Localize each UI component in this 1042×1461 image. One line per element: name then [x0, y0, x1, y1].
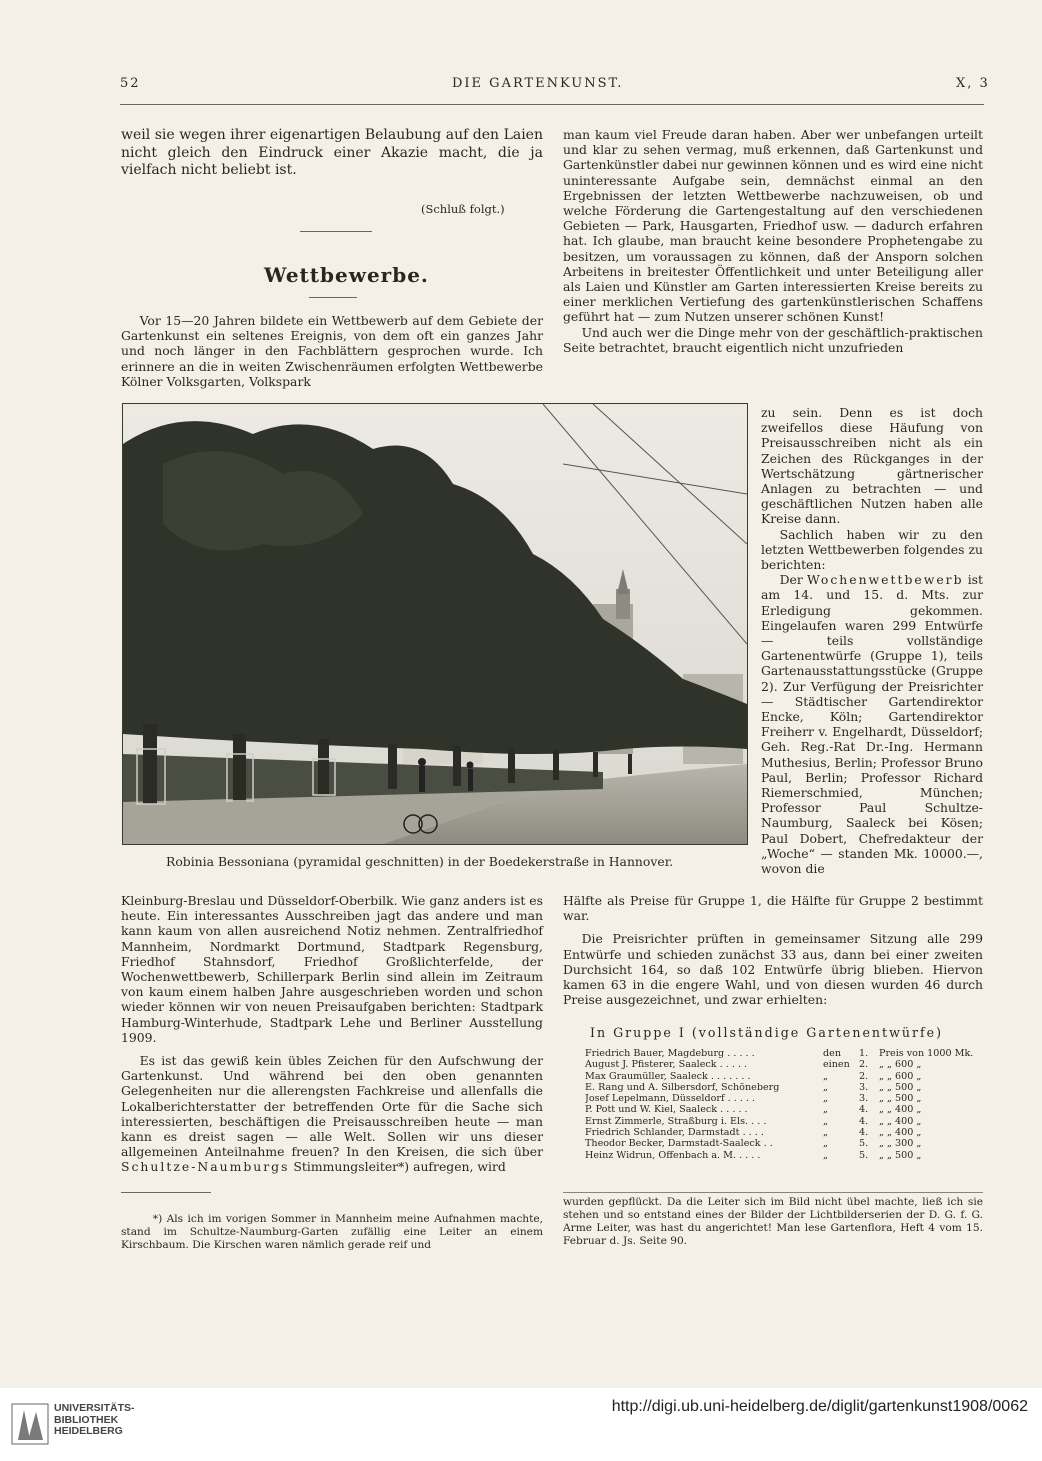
prize-place: 2. [859, 1070, 869, 1082]
lb-p2-end: Stimmungsleiter*) aufregen, wird [293, 1159, 506, 1175]
prize-amount: „ „ 500 „ [879, 1149, 922, 1161]
right-bottom-paragraph-2: Die Preisrichter prüften in gemeinsamer Sitzung alle 299 Entwürfe und schieden zunächst 33 aus, dann bei einer zweiten Durchsicht 164, so daß 102 Entwürfe übrig blieben. Hiervon kamen 63 in die engere Wahl, und von diesen wurden 46 durch Preise ausgezeichnet, und zwar erhielten: [563, 931, 983, 1008]
prize-row [585, 1071, 980, 1082]
prize-amount: „ „ 500 „ [879, 1093, 922, 1105]
side-paragraph-1: zu sein. Denn es ist doch zweifellos diese Häufung von Preisausschreiben nicht als ein Zeichen des Rückganges in der Wertschätzung gärtnerischer Anlagen zu betrachten — und geschäftlichen Nutzen haben alle Kreise dann. [761, 405, 983, 527]
section-divider [300, 231, 372, 232]
prize-amount: „ „ 400 „ [879, 1127, 922, 1139]
issue-number: X, 3 [956, 76, 990, 91]
footnote-rule-right [563, 1192, 983, 1193]
prize-amount: „ „ 600 „ [879, 1059, 922, 1071]
page-number: 52 [120, 76, 141, 91]
right-top-text [563, 127, 983, 355]
prize-article: „ [823, 1149, 828, 1161]
article-title: Wettbewerbe. [264, 263, 429, 287]
right-bottom-text [563, 893, 983, 1007]
prize-place: 4. [859, 1127, 869, 1139]
wochenwettbewerb-term: Wochenwettbewerb [806, 572, 964, 588]
continued-paragraph: weil sie wegen ihrer eigenartigen Belaubung auf den Laien nicht gleich den Eindruck einer Akazie macht, die ja vielfach nicht beliebt ist. [121, 127, 543, 178]
prize-row [585, 1116, 980, 1127]
library-line-3: HEIDELBERG [54, 1425, 123, 1437]
prize-row [585, 1059, 980, 1070]
prize-row [585, 1104, 980, 1115]
prize-row [585, 1082, 980, 1093]
right-bottom-paragraph-1: Hälfte als Preise für Gruppe 1, die Hälfte für Gruppe 2 bestimmt war. [563, 893, 983, 924]
prize-article: „ [823, 1104, 828, 1116]
prize-amount: „ „ 500 „ [879, 1081, 922, 1093]
prize-article: „ [823, 1115, 828, 1127]
library-line-2: BIBLIOTHEK [54, 1413, 119, 1426]
prize-place: 5. [859, 1149, 869, 1161]
prize-place: 4. [859, 1115, 869, 1127]
title-divider [309, 297, 357, 298]
prize-name: P. Pott und W. Kiel, Saaleck . . . . . [585, 1104, 748, 1116]
prize-article: „ [823, 1138, 828, 1150]
library-line-1: UNIVERSITÄTS- [54, 1402, 135, 1414]
prize-place: 3. [859, 1093, 869, 1105]
prize-name: Max Graumüller, Saaleck . . . . . . . [585, 1070, 751, 1082]
prize-place: 3. [859, 1081, 869, 1093]
prize-place: 4. [859, 1104, 869, 1116]
street-trees-illustration [123, 404, 747, 844]
prize-article: den [823, 1048, 841, 1059]
intro-paragraph: Vor 15—20 Jahren bildete ein Wettbewerb auf dem Gebiete der Gartenkunst ein seltenes Ereignis, von dem oft ein ganzes Jahr und noch länger in den Fachblättern gesprochen wurde. Ich erinnere an die in weiten Zwischenräumen erfolgten Wettbewerbe Kölner Volksgarten, Volkspark [121, 313, 543, 389]
prize-name: Friedrich Schlander, Darmstadt . . . . [585, 1127, 764, 1139]
prize-name: Josef Lepelmann, Düsseldorf . . . . . [585, 1093, 756, 1105]
article-intro [121, 313, 543, 389]
prize-row [585, 1138, 980, 1149]
journal-title: DIE GARTENKUNST. [452, 76, 624, 91]
library-logo-icon [10, 1402, 50, 1446]
right-paragraph-2: Und auch wer die Dinge mehr von der geschäftlich-praktischen Seite betrachtet, braucht eigentlich nicht unzufrieden [563, 324, 983, 355]
prize-name: Friedrich Bauer, Magdeburg . . . . . [585, 1048, 755, 1059]
prize-article: „ [823, 1081, 828, 1093]
lb-p2-start: Es ist das gewiß kein übles Zeichen für den Aufschwung der Gartenkunst. Und während bei den oben genannten Gelegenheiten nur die allerengsten Fachkreise und allenfalls die Lokalberichterstatter der betreffenden Orte für die Sache sich interessierten, beschäftigen die Preisausschreiben heute — man kann es dreist sagen — alle Welt. Sollen wir uns dieser allgemeinen Anteilnahme freuen? In den Kreisen, die sich über [121, 1053, 543, 1160]
prize-row [585, 1127, 980, 1138]
prize-table [585, 1048, 980, 1161]
prize-row [585, 1048, 980, 1059]
prize-place: 5. [859, 1138, 869, 1150]
prize-amount: „ „ 400 „ [879, 1115, 922, 1127]
side-p3-rest: ist am 14. und 15. d. Mts. zur Erledigung gekommen. Eingelaufen waren 299 Entwürfe — teils vollständige Gartenentwürfe (Gruppe 1), teils Gartenausstattungsstücke (Gruppe 2). Zur Verfügung der Preisrichter — Städtischer Gartendirektor Encke, Köln; Gartendirektor Freiherr v. Engelhardt, Düsseldorf; Geh. Reg.-Rat Dr.-Ing. Hermann Muthesius, Berlin; Professor Bruno Paul, Berlin; Professor Richard Riemerschmied, München; Professor Paul Schultze-Naumburg, Saaleck bei Kösen; Paul Dobert, Chefredakteur der „Woche“ — standen Mk. 10000.—, wovon die [761, 572, 984, 877]
prize-place: 1. [859, 1048, 869, 1059]
prize-article: „ [823, 1070, 828, 1082]
left-bottom-paragraph-1: Kleinburg-Breslau und Düsseldorf-Oberbilk. Wie ganz anders ist es heute. Ein interessantes Ausschreiben jagt das andere und man kann kaum von allen ausreichend Notiz nehmen. Zentralfriedhof Mannheim, Nordmarkt Dortmund, Stadtpark Regensburg, Friedhof Stahnsdorf, Friedhof Großlichterfelde, der Wochenwettbewerb, Schillerpark Berlin sind allein im Zeitraum von kaum einem halben Jahre ausgeschrieben worden und schon wieder können wir von neuen Preisaufgaben berichten: Stadtpark Hamburg-Winterhude, Stadtpark Lehe und Berliner Ausstellung 1909. [121, 893, 543, 1045]
prize-name: Ernst Zimmerle, Straßburg i. Els. . . . [585, 1115, 767, 1127]
library-name [54, 1403, 135, 1438]
footnote-left: *) Als ich im vorigen Sommer in Mannheim meine Aufnahmen machte, stand im Schultze-Naumburg-Garten zufällig eine Leiter an einem Kirschbaum. Die Kirschen waren nämlich gerade reif und [121, 1213, 543, 1251]
prize-article: „ [823, 1127, 828, 1139]
source-url[interactable]: http://digi.ub.uni-heidelberg.de/diglit/gartenkunst1908/0062 [611, 1398, 1028, 1415]
prize-amount: Preis von 1000 Mk. [879, 1048, 974, 1059]
side-column [761, 405, 983, 876]
right-paragraph-1: man kaum viel Freude daran haben. Aber wer unbefangen urteilt und klar zu sehen vermag, muß erkennen, daß Gartenkunst und Gartenkünstler dabei nur gewinnen können und es wird eine nicht uninteressante Aufgabe sein, demnächst einmal an den Ergebnissen der letzten Wettbewerbe nachzuweisen, ob und welche Förderung die Gartengestaltung auf den verschiedenen Gebieten — Park, Hausgarten, Friedhof usw. — dadurch erfahren hat. Ich glaube, man braucht keine besondere Prophetengabe zu besitzen, um voraussagen zu können, daß der Ansporn solchen Arbeitens in breitester Öffentlichkeit und unter Beteiligung aller als Laien und Künstler am Garten interessierten Kreise bereits zu einer merklichen Vertiefung des gartenkünstlerischen Schaffens geführt hat — zum Nutzen unserer schönen Kunst! [563, 127, 983, 325]
header-rule [120, 104, 984, 105]
footnote-right: wurden gepflückt. Da die Leiter sich im Bild nicht übel machte, ließ ich sie stehen und so entstand eines der Bilder der Lichtbilderserien der D. G. f. G. Arme Leiter, was hast du angerichtet! Man lese Gartenflora, Heft 4 vom 15. Februar d. Js. Seite 90. [563, 1196, 983, 1247]
prize-article: „ [823, 1093, 828, 1105]
prize-amount: „ „ 600 „ [879, 1070, 922, 1082]
prize-name: August J. Pfisterer, Saaleck . . . . . [585, 1059, 748, 1071]
left-bottom-text [121, 893, 543, 1175]
prize-article: einen [823, 1059, 850, 1071]
prize-amount: „ „ 300 „ [879, 1138, 922, 1150]
prize-row [585, 1093, 980, 1104]
side-paragraph-3 [761, 572, 983, 876]
prize-place: 2. [859, 1059, 869, 1071]
side-p3-lead: Der [779, 572, 803, 588]
photo-caption: Robinia Bessoniana (pyramidal geschnitten) in der Boedekerstraße in Hannover. [166, 854, 674, 869]
group-heading: In Gruppe I (vollständige Gartenentwürfe) [590, 1025, 944, 1040]
continuation-note: (Schluß folgt.) [421, 202, 505, 216]
photo-robinia [122, 403, 748, 845]
left-top-text [121, 127, 543, 180]
schultze-naumburgs-term: Schultze-Naumburgs [121, 1159, 290, 1175]
prize-row [585, 1150, 980, 1161]
footnote-rule-left [121, 1192, 211, 1193]
prize-name: Heinz Widrun, Offenbach a. M. . . . . [585, 1149, 761, 1161]
left-bottom-paragraph-2 [121, 1053, 543, 1175]
prize-amount: „ „ 400 „ [879, 1104, 922, 1116]
prize-name: Theodor Becker, Darmstadt-Saaleck . . [585, 1138, 773, 1150]
side-paragraph-2: Sachlich haben wir zu den letzten Wettbewerben folgendes zu berichten: [761, 526, 983, 573]
prize-name: E. Rang und A. Silbersdorf, Schöneberg [585, 1081, 780, 1093]
